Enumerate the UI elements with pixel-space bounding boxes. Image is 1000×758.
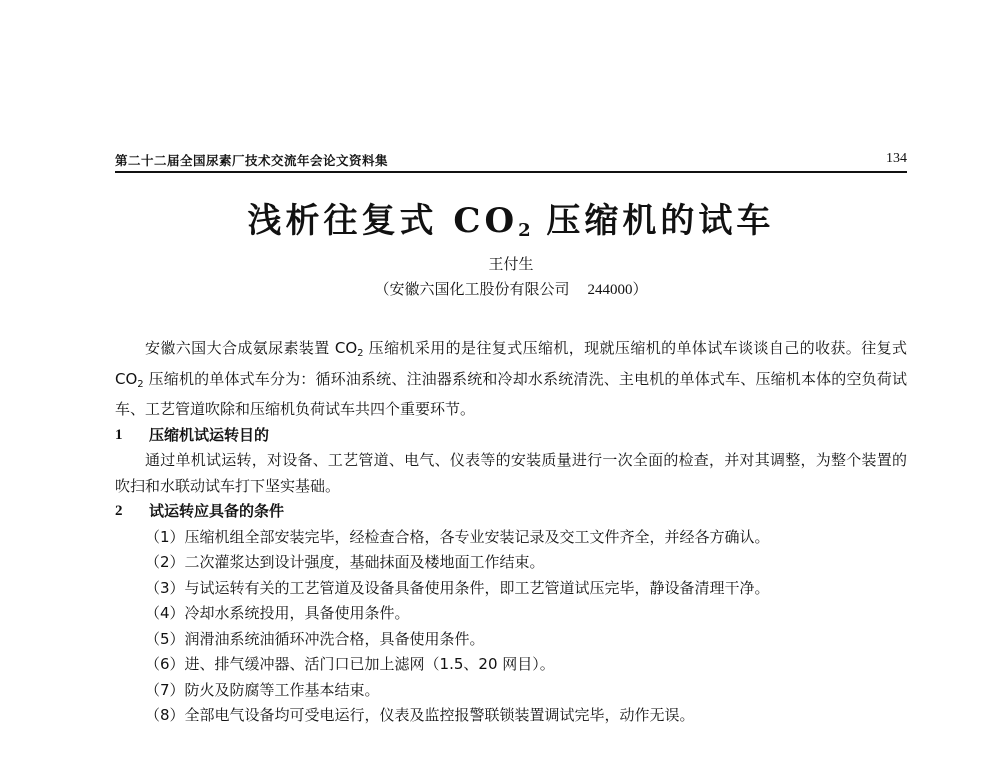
condition-item: （5）润滑油系统油循环冲洗合格，具备使用条件。 <box>145 629 485 648</box>
condition-item: （8）全部电气设备均可受电运行，仪表及监控报警联锁装置调试完毕，动作无误。 <box>145 706 695 724</box>
intro-text-3: 压缩机的单体式车分为：循环油系统、注油器系统和冷却水系统清洗、主电机的单体式车、压缩机本体的空负荷试车、工艺管道吹除和压缩机负荷试车共四个重要环节。 <box>115 369 907 418</box>
title-suffix: 压缩机的试车 <box>530 201 775 241</box>
condition-item: （7）防火及防腐等工作基本结束。 <box>145 680 380 699</box>
running-title: 第二十二届全国尿素厂技术交流年会论文资料集 <box>115 153 389 168</box>
intro-subscript-2: 2 <box>137 378 144 390</box>
section-title: 压缩机试运转目的 <box>149 425 270 444</box>
condition-item: （3）与试运转有关的工艺管道及设备具备使用条件，即工艺管道试压完毕，静设备清理干净。 <box>145 578 770 597</box>
condition-item: （4）冷却水系统投用，具备使用条件。 <box>145 604 410 622</box>
intro-subscript-1: 2 <box>357 348 364 359</box>
article-title <box>115 193 907 242</box>
section-heading-1 <box>115 423 907 449</box>
page-number: 134 <box>886 151 907 166</box>
section-1-paragraph: 通过单机试运转，对设备、工艺管道、电气、仪表等的安装质量进行一次全面的检查，并对其调整，为整个装置的吹扫和水联动试车打下坚实基础。 <box>115 451 907 495</box>
author-affiliation <box>115 278 907 299</box>
affiliation-name: （安徽六国化工股份有限公司 <box>374 280 570 298</box>
title-subscript: 2 <box>518 220 531 241</box>
article-body <box>115 336 907 729</box>
condition-item: （2）二次灌浆达到设计强度，基础抹面及楼地面工作结束。 <box>145 553 545 571</box>
intro-paragraph <box>115 336 907 423</box>
title-prefix: 浅析往复式 CO <box>247 201 519 241</box>
condition-item: （6）进、排气缓冲器、活门口已加上滤网（1.5、20 网目）。 <box>145 655 555 673</box>
section-heading-2 <box>115 499 907 525</box>
condition-item: （1）压缩机组全部安装完毕，经检查合格，各专业安装记录及交工文件齐全，并经各方确认。 <box>145 527 770 546</box>
intro-text-2: 压缩机采用的是往复式压缩机，现就压缩机的单体试车谈谈自己的收获。往复式 CO <box>115 339 907 388</box>
section-number: 2 <box>115 503 123 519</box>
section-title: 试运转应具备的条件 <box>149 502 285 520</box>
intro-text-1: 安徽六国大合成氨尿素装置 CO <box>145 339 358 357</box>
author-name: 王付生 <box>488 255 534 273</box>
affiliation-zip: 244000） <box>587 282 648 298</box>
section-number: 1 <box>115 426 123 443</box>
running-header <box>115 151 907 173</box>
